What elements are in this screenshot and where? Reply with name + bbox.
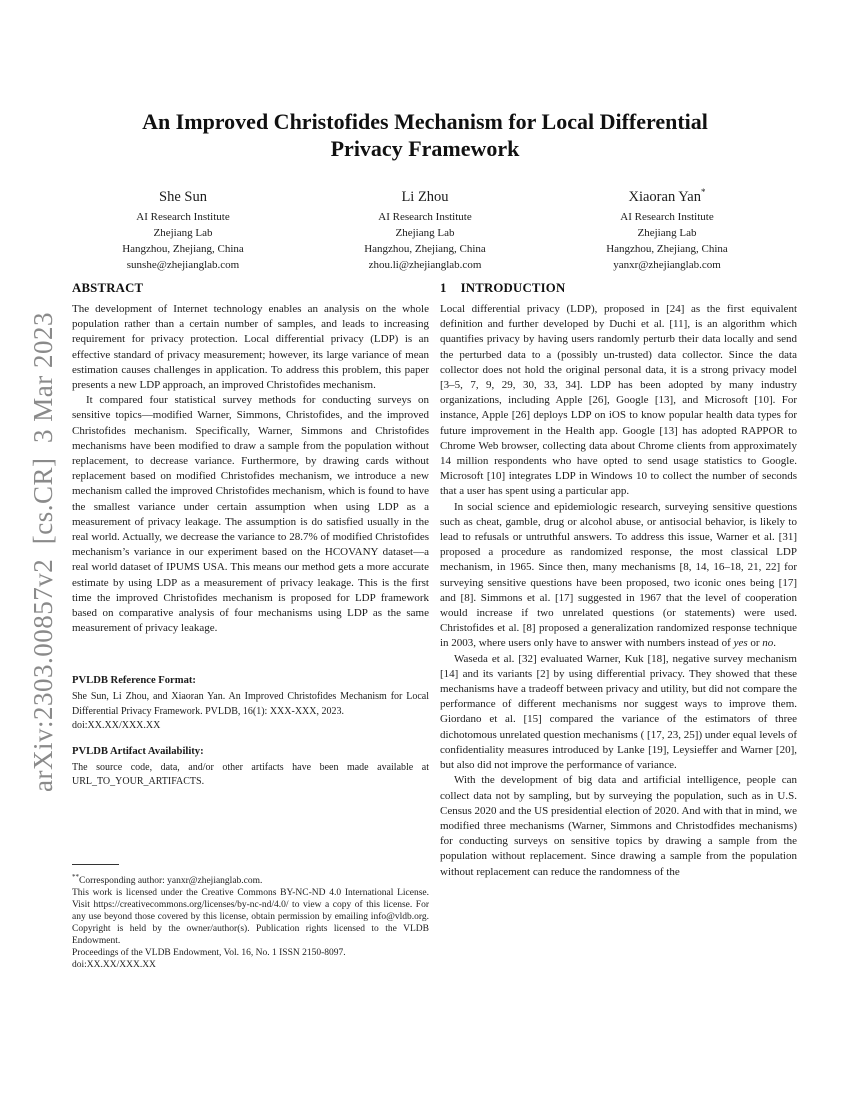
- author-block-1: [62, 183, 304, 273]
- author-email: sunshe@zhejianglab.com: [126, 258, 240, 271]
- author-lab: Zhejiang Lab: [153, 226, 213, 239]
- author-block-3: [546, 183, 788, 273]
- author-location: Hangzhou, Zhejiang, China: [364, 242, 486, 255]
- footnote-rule: [72, 864, 119, 865]
- footnote-license: This work is licensed under the Creative Commons BY-NC-ND 4.0 International License. Visit https://creativecommons.org/licenses/by-nc-nd/4.0/ to view a copy of this license. For any use beyond those covered by this license, obtain permission by emailing info@vldb.org. Copyright is held by the owner/author(s). Publication rights licensed to the VLDB Endowment.: [72, 888, 429, 947]
- author-email: zhou.li@zhejianglab.com: [368, 258, 482, 271]
- introduction-heading: [440, 281, 797, 296]
- author-institute: AI Research Institute: [136, 210, 230, 223]
- author-lab: Zhejiang Lab: [395, 226, 455, 239]
- author-lab: Zhejiang Lab: [637, 226, 697, 239]
- author-institute: AI Research Institute: [378, 210, 472, 223]
- footnote-corresponding: **Corresponding author: yanxr@zhejianglab.com.: [72, 873, 263, 887]
- section-number: 1: [440, 281, 447, 295]
- footnote-block: [72, 864, 429, 971]
- author-location: Hangzhou, Zhejiang, China: [122, 242, 244, 255]
- footnote-proceedings: Proceedings of the VLDB Endowment, Vol. 16, No. 1 ISSN 2150-8097.: [72, 948, 346, 959]
- italic-no: no: [762, 637, 774, 650]
- arxiv-watermark: arXiv:2303.00857v2 [cs.CR] 3 Mar 2023: [28, 312, 58, 792]
- pvldb-reference-doi: doi:XX.XX/XXX.XX: [72, 719, 161, 731]
- pvldb-reference-block: [72, 674, 429, 733]
- author-block-2: [304, 183, 546, 273]
- pvldb-artifact-heading: PVLDB Artifact Availability:: [72, 746, 204, 758]
- author-name: She Sun: [159, 188, 207, 205]
- introduction-paragraph-2: In social science and epidemiologic research, surveying sensitive questions such as cheat, gamble, drug or alcohol abuse, or antisocial behavior, is likely to lead to refusals or untruthful answers. To address this issue, Warner et al. [31] proposed a procedure as randomized response, the most classical LDP mechanism, in 1965. Since then, many mechanisms [8, 14, 16–18, 21, 22] for surveying sensitive questions have been proposed, two iconic ones being [17] and [8]. Simmons et al. [17] suggested in 1967 that the level of cooperation would increase if two unrelated questions (or statements) were used. Christofides et al. [8] proposed a generalization randomized response technique in 2003, where users only have to answer with numbers instead of yes or no.: [440, 500, 797, 650]
- paper-title-line1: An Improved Christofides Mechanism for Local Differential: [142, 109, 708, 134]
- introduction-paragraph-3: Waseda et al. [32] evaluated Warner, Kuk [18], negative survey mechanism [14] and its variants [2] by using differential privacy. They showed that these mechanisms have a tradeoff between privacy and utility, but did not compare the performance of different mechanisms nor suggest ways to improve them. Giordano et al. [15] compared the variance of the estimators of three dichotomous unrelated question mechanisms ( [17, 23, 25]) under equal levels of confidentiality measures introduced by Lanke [19], Leysieffer and Warner [20], but also did not improve the performance of variance.: [440, 652, 797, 772]
- abstract-paragraph-1: The development of Internet technology enables an analysis on the whole population rather than a certain number of samples, and leads to increasing requirement for privacy protection. Local differential privacy (LDP) is an effective standard of privacy measurement; however, its large variance of mean estimation causes challenges in application. To address this problem, this paper presents a new LDP approach, an improved Christofides mechanism.: [72, 303, 429, 392]
- author-institute: AI Research Institute: [620, 210, 714, 223]
- author-name: Xiaoran Yan*: [628, 187, 706, 205]
- authors-row: [62, 183, 788, 273]
- abstract-heading: ABSTRACT: [72, 281, 144, 295]
- paper-title-line2: Privacy Framework: [330, 136, 520, 161]
- introduction-paragraph-4: With the development of big data and artificial intelligence, people can collect data not by sampling, but by surveying the population, such as in U.S. Census 2020 and the US presidential election of 2020. And with that in mind, we modified three mechanisms (Warner, Simmons and Christodfides mechanisms) for conducting surveys on sensitive topics by drawing a sample from the population without replacement. Since drawing a sample from the population without replacement can reduce the randomness of the: [440, 774, 797, 878]
- author-location: Hangzhou, Zhejiang, China: [606, 242, 728, 255]
- paper-title: [0, 108, 850, 162]
- pvldb-reference-heading: PVLDB Reference Format:: [72, 675, 196, 687]
- section-title: INTRODUCTION: [460, 281, 566, 295]
- footnote-marker: **: [72, 873, 79, 881]
- italic-yes: yes: [733, 637, 748, 650]
- right-column: [440, 281, 797, 880]
- pvldb-artifact-text: The source code, data, and/or other artifacts have been made available at URL_TO_YOUR_ARTIFACTS.: [72, 762, 429, 788]
- abstract-paragraph-2: It compared four statistical survey methods for conducting surveys on sensitive topics—modified Warner, Simmons, Christofides, and the improved Christofides mechanism. Specifically, Warner, Simmons and Christofides mechanisms have been modified to draw a sample from the population without replacement, to decrease variance. Furthermore, by drawing cards without replacement based on modified Christofides mechanism, we introduce a new mechanism called the improved Christofides mechanism, which is found to have the smallest variance under certain assumption when using LDP as a measurement of privacy leakage. The assumption is do satisfied usually in the real world. Actually, we decrease the variance to 28.7% of modified Christofides mechanism’s variance in our experiment based on the HCOVANY dataset—a real world dataset of IPUMS USA. This means our method gets a more accurate estimate by using LDP as a measurement of privacy leakage. This is the first time the improved Christofides mechanism is proposed for LDP framework based on comparative analysis of four mechanisms using LDP as the same measurement of privacy leakage.: [72, 394, 429, 635]
- pvldb-reference-text: She Sun, Li Zhou, and Xiaoran Yan. An Improved Christofides Mechanism for Local Differential Privacy Framework. PVLDB, 16(1): XXX-XXX, 2023.: [72, 691, 429, 717]
- left-column: [72, 281, 429, 789]
- author-email: yanxr@zhejianglab.com: [613, 258, 721, 271]
- introduction-paragraph-1: Local differential privacy (LDP), proposed in [24] as the first equivalent definition and further developed by Duchi et al. [11], is an algorithm which quantifies privacy by having users randomly perturb their data locally and send the perturbed data to a (possibly un-trusted) data collector. Since the data collector does not hold the original personal data, it is a strong privacy model [3–5, 7, 9, 29, 30, 33, 34]. LDP has been adopted by many industry organizations, including Apple [26], Google [13], and Microsoft [10]. For instance, Apple [26] deploys LDP on iOS to know popular health data types for future improvement in the Health app. Google [13] has adopted RAPPOR to Chrome Web browser, collecting data about Chrome clients from approximately 14 million respondents who have opted to send usage statistics to Google. Microsoft [10] integrates LDP in Windows 10 to collect the number of seconds that a user has spent using a particular app.: [440, 303, 797, 498]
- pvldb-artifact-block: [72, 745, 429, 789]
- author-mark: *: [701, 187, 706, 197]
- author-name: Li Zhou: [401, 188, 449, 205]
- footnote-doi: doi:XX.XX/XXX.XX: [72, 960, 156, 971]
